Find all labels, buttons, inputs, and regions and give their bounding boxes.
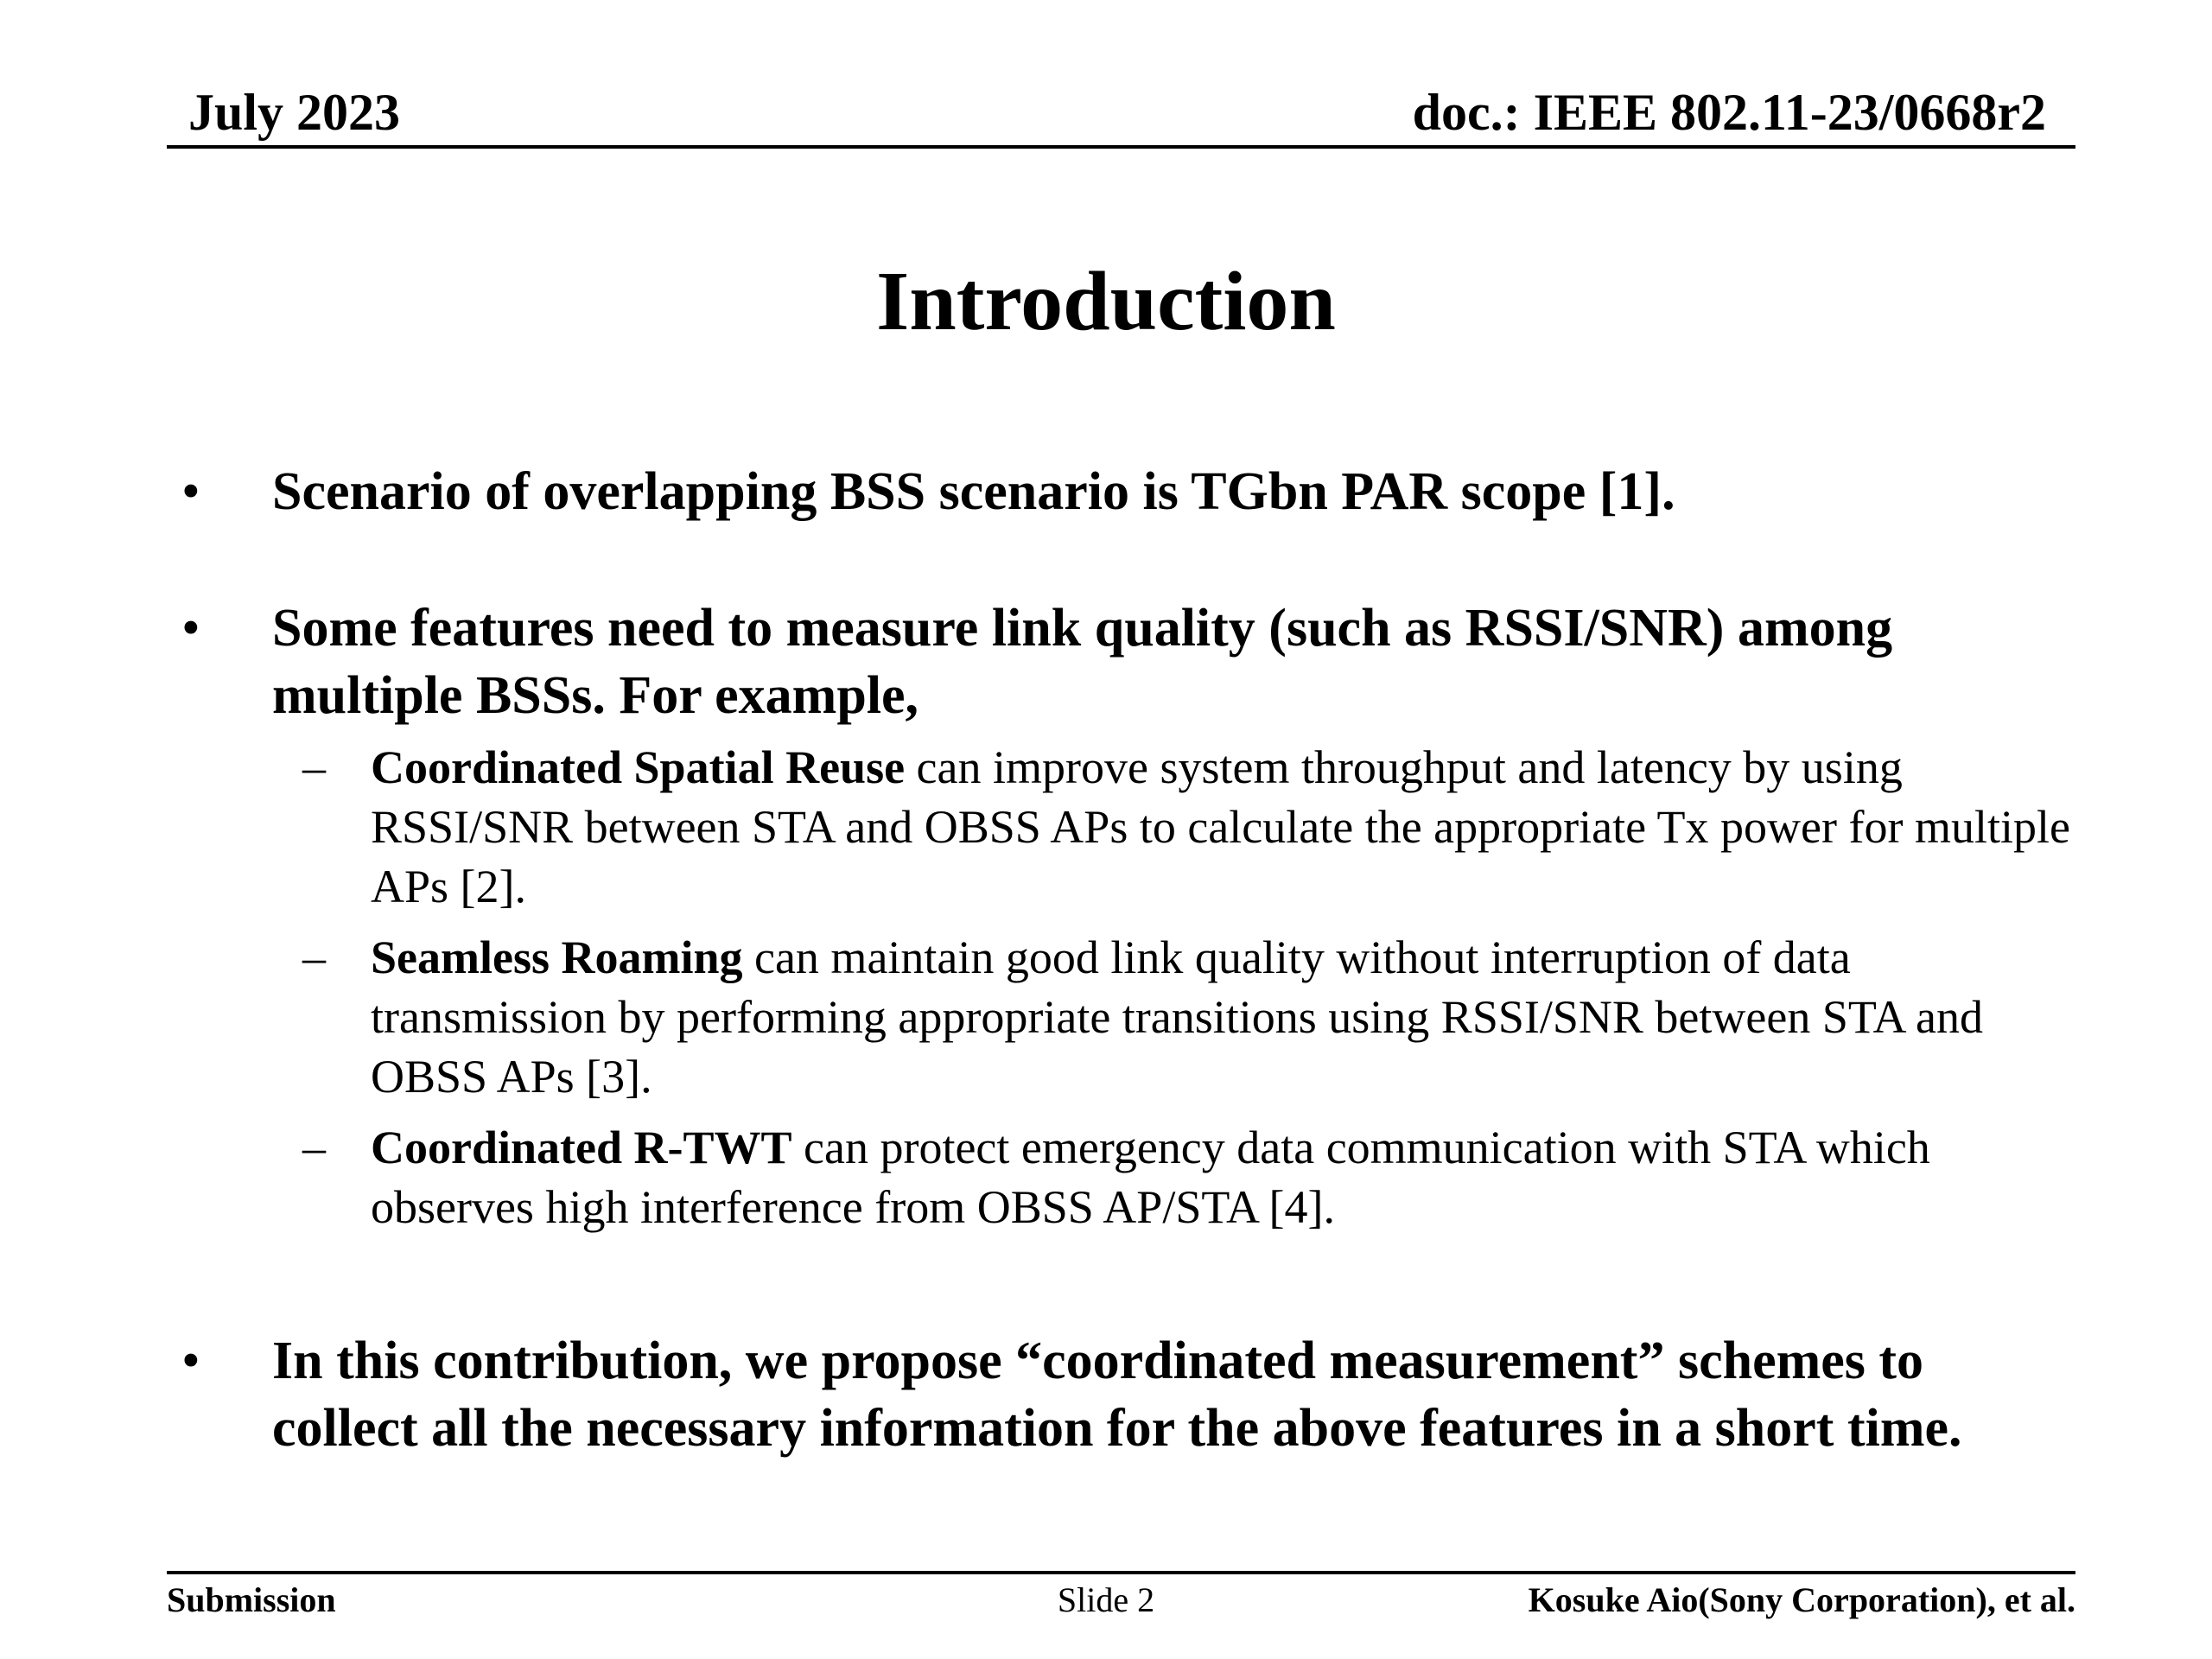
- sub-bullet-marker: –: [302, 741, 326, 793]
- sub-bullet-text: can improve system throughput and latency by using RSSI/SNR between STA and OBSS APs to calculate the appropriate Tx power for multiple APs [2].: [371, 741, 2070, 912]
- bullet-item: [181, 458, 2082, 525]
- bullet-text: Some features need to measure link quality (such as RSSI/SNR) among multiple BSSs. For example,: [272, 599, 1893, 725]
- bullet-marker: •: [181, 599, 200, 658]
- feature-term: Coordinated Spatial Reuse: [371, 741, 906, 793]
- header-date: July 2023: [188, 84, 401, 141]
- footer-submission: Submission: [167, 1580, 336, 1619]
- bullet-marker: •: [181, 1332, 200, 1390]
- sub-bullet-item: [181, 928, 2082, 1107]
- sub-bullet-list: [181, 738, 2082, 1237]
- footer-slide-number: Slide 2: [1057, 1580, 1155, 1619]
- footer-author: Kosuke Aio(Sony Corporation), et al.: [1528, 1580, 2075, 1619]
- feature-term: Coordinated R-TWT: [371, 1122, 792, 1173]
- footer-divider: [167, 1571, 2075, 1574]
- header-divider: [167, 145, 2075, 149]
- feature-term: Seamless Roaming: [371, 931, 743, 983]
- slide-body: [181, 458, 2082, 1462]
- bullet-marker: •: [181, 462, 200, 521]
- sub-bullet-text: can maintain good link quality without interruption of data transmission by performing appropriate transitions using RSSI/SNR between STA and OBSS APs [3].: [371, 931, 1984, 1103]
- bullet-text: In this contribution, we propose “coordinated measurement” schemes to collect all the necessary information for the above features in a short time.: [272, 1332, 1962, 1458]
- header-doc-id: doc.: IEEE 802.11-23/0668r2: [1412, 84, 2046, 141]
- bullet-item: [181, 594, 2082, 729]
- bullet-item: [181, 1327, 2082, 1462]
- bullet-text: Scenario of overlapping BSS scenario is TGbn PAR scope [1].: [272, 462, 1675, 521]
- sub-bullet-item: [181, 738, 2082, 917]
- slide-title: Introduction: [876, 255, 1336, 348]
- sub-bullet-text: can protect emergency data communication with STA which observes high interference from OBSS AP/STA [4].: [371, 1122, 1930, 1233]
- sub-bullet-marker: –: [302, 931, 326, 983]
- sub-bullet-marker: –: [302, 1122, 326, 1173]
- sub-bullet-item: [181, 1118, 2082, 1237]
